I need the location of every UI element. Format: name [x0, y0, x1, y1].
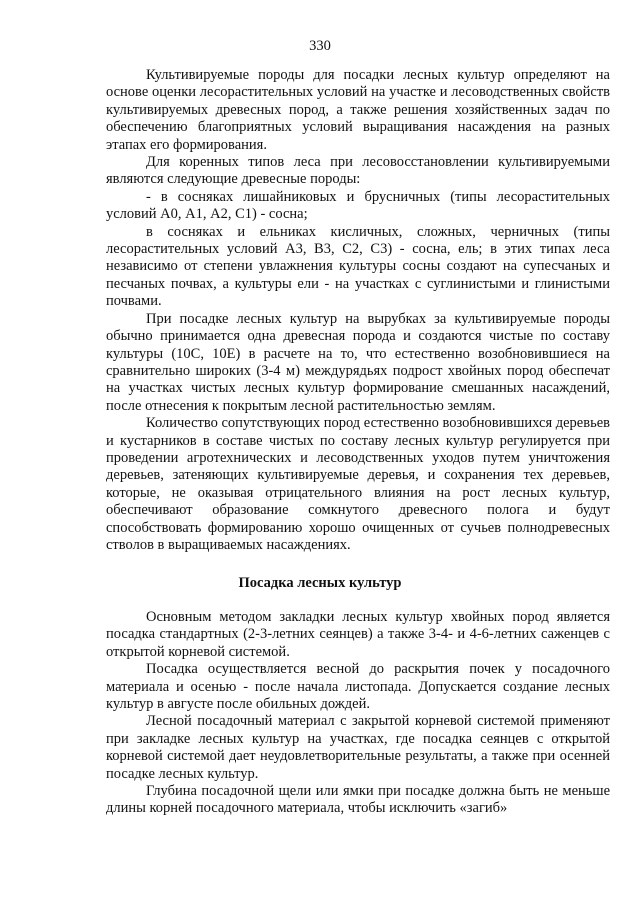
paragraph: Глубина посадочной щели или ямки при посадке должна быть не меньше длины корней посадочного материала, чтобы исключить «загиб» [106, 783, 610, 817]
paragraph: Количество сопутствующих пород естественно возобновившихся деревьев и кустарников в составе чистых по составу лесных культур регулируется при проведении агротехнических и лесоводственных уходов путем уничтожения деревьев, затеняющих культивируемые деревья, и сохранения тех деревьев, которые, не оказывая отрицательного влияния на рост лесных культур, обеспечивают образование сомкнутого древесного полога и будут способствовать формированию хорошо очищенных от сучьев полнодревесных стволов в выращиваемых насаждениях. [106, 415, 610, 553]
text-block-top [106, 67, 610, 554]
paragraph: Для коренных типов леса при лесовосстановлении культивируемыми являются следующие древесные породы: [106, 154, 610, 188]
paragraph: Основным методом закладки лесных культур хвойных пород является посадка стандартных (2-3-летних сеянцев) а также 3-4- и 4-6-летних саженцев с открытой корневой системой. [106, 609, 610, 660]
paragraph: Посадка осуществляется весной до раскрытия почек у посадочного материала и осенью - после начала листопада. Допускается создание лесных культур в августе после обильных дождей. [106, 661, 610, 713]
paragraph: Лесной посадочный материал с закрытой корневой системой применяют при закладке лесных культур на участках, где посадка сеянцев с открытой корневой системой дает неудовлетворительные результаты, а также при осенней посадке лесных культур. [106, 713, 610, 782]
text-block-bottom [106, 609, 610, 818]
list-item-paragraph: - в сосняках лишайниковых и брусничных (типы лесорастительных условий А0, А1, А2, С1) - сосна; [106, 188, 610, 223]
paragraph: Культивируемые породы для посадки лесных культур определяют на основе оценки лесорастительных условий на участке и лесоводственных свойств культивируемых древесных пород, а также решения хозяйственных задач по обеспечению благоприятных условий выращивания насаждения на разных этапах его формирования. [106, 67, 610, 153]
list-item-paragraph: в сосняках и ельниках кисличных, сложных, черничных (типы лесорастительных условий А3, В3, С2, С3) - сосна, ель; в этих типах леса независимо от степени увлажнения культуры сосны создают на супесчаных и песчаных почвах, а культуры ели - на участках с суглинистыми и глинистыми почвами. [106, 223, 610, 310]
page-number: 330 [309, 38, 331, 54]
paragraph: При посадке лесных культур на вырубках за культивируемые породы обычно принимается одна древесная порода и создаются чистые по составу культуры (10С, 10Е) в расчете на то, что естественно возобновившиеся на сравнительно широких (3-4 м) междурядьях подрост хвойных пород обеспечат на участках чистых лесных культур формирование смешанных насаждений, после отнесения к покрытым лесной растительностью землям. [106, 310, 610, 414]
section-heading: Посадка лесных культур [238, 575, 402, 591]
